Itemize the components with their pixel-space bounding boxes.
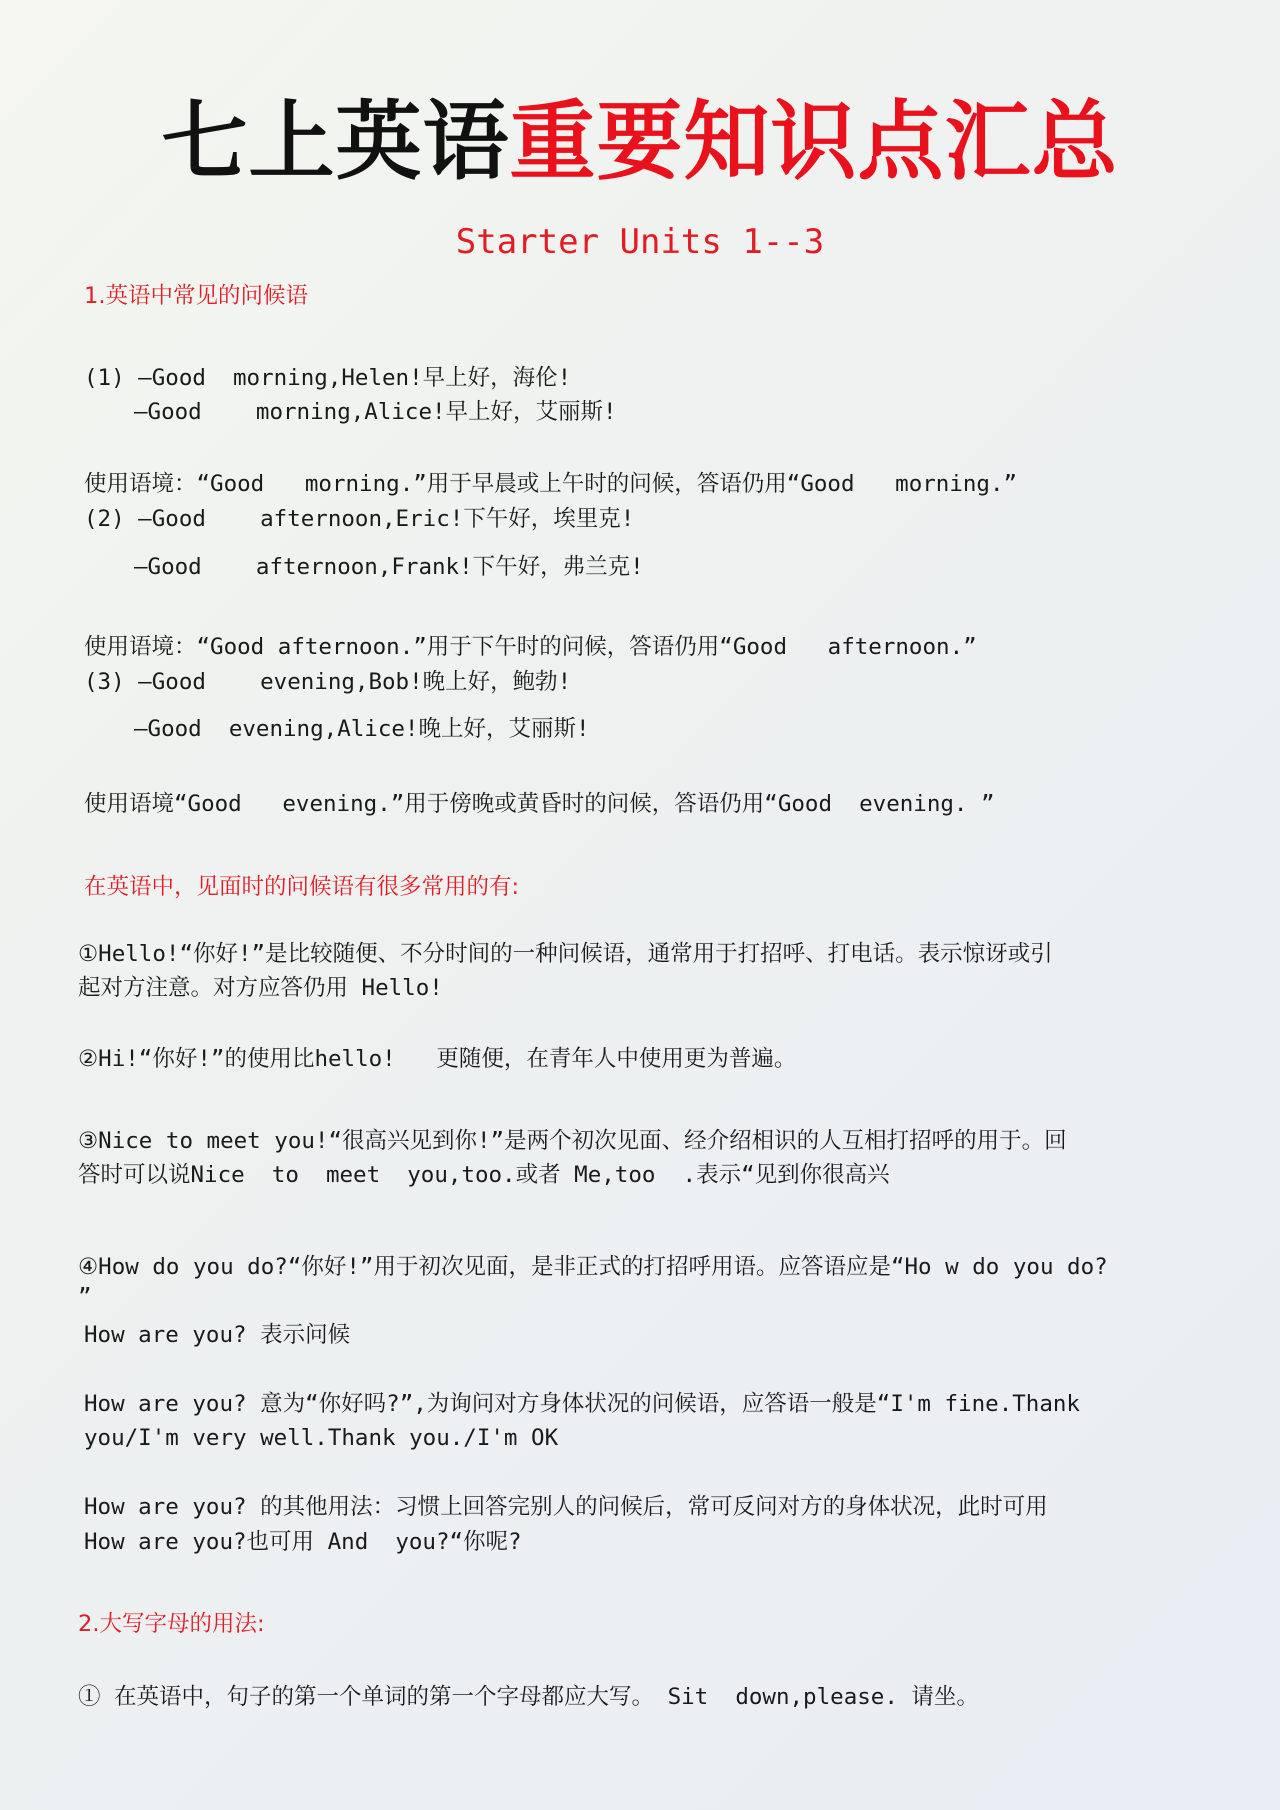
text-line: —Good afternoon,Frank!下午好，弗兰克! — [134, 554, 644, 580]
text-line: you/I'm very well.Thank you./I'm OK — [84, 1425, 559, 1451]
text-line: (1) —Good morning,Helen!早上好，海伦! — [84, 365, 572, 391]
text-line: How are you? 的其他用法：习惯上回答完别人的问候后，常可反问对方的身体状况，此时可用 — [84, 1494, 1048, 1520]
greetings-heading: 在英语中，见面时的问候语有很多常用的有: — [84, 874, 520, 900]
text-line: ②Hi!“你好!”的使用比hello! 更随便，在青年人中使用更为普遍。 — [78, 1046, 797, 1072]
section1-heading: 1.英语中常见的问候语 — [84, 283, 308, 309]
text-line: 答时可以说Nice to meet you,too.或者 Me,too .表示“见到你很高兴 — [78, 1162, 890, 1188]
text-line: ① 在英语中，句子的第一个单词的第一个字母都应大写。 Sit down,please. 请坐。 — [78, 1684, 979, 1710]
title-red-part: 重要知识点汇总 — [509, 91, 1119, 192]
text-line: (2) —Good afternoon,Eric!下午好，埃里克! — [84, 506, 635, 532]
text-line: ” — [78, 1284, 92, 1310]
section2-heading: 2.大写字母的用法: — [78, 1611, 265, 1637]
text-line: 使用语境“Good evening.”用于傍晚或黄昏时的问候，答语仍用“Good evening. ” — [84, 791, 995, 817]
page-subtitle: Starter Units 1--3 — [455, 222, 825, 262]
page-title — [0, 92, 1280, 192]
text-line: 使用语境：“Good morning.”用于早晨或上午时的问候，答语仍用“Good morning.” — [84, 471, 1018, 497]
text-line: ④How do you do?“你好!”用于初次见面，是非正式的打招呼用语。应答语应是“Ho w do you do? — [78, 1254, 1108, 1280]
text-line: (3) —Good evening,Bob!晚上好，鲍勃! — [84, 669, 572, 695]
text-line: ①Hello!“你好!”是比较随便、不分时间的一种问候语，通常用于打招呼、打电话。表示惊讶或引 — [78, 941, 1053, 967]
text-line: 使用语境：“Good afternoon.”用于下午时的问候，答语仍用“Good afternoon.” — [84, 634, 977, 660]
title-black-part: 七上英语 — [161, 91, 510, 192]
text-line: 起对方注意。对方应答仍用 Hello! — [78, 975, 443, 1001]
text-line: ③Nice to meet you!“很高兴见到你!”是两个初次见面、经介绍相识的人互相打招呼的用于。回 — [78, 1128, 1067, 1154]
text-line: How are you? 意为“你好吗?”,为询问对方身体状况的问候语，应答语一般是“I'm fine.Thank — [84, 1391, 1080, 1417]
text-line: —Good evening,Alice!晚上好，艾丽斯! — [134, 716, 590, 742]
text-line: —Good morning,Alice!早上好，艾丽斯! — [134, 399, 617, 425]
text-line: How are you?也可用 And you?“你呢? — [84, 1529, 522, 1555]
text-line: How are you? 表示问候 — [84, 1322, 351, 1348]
